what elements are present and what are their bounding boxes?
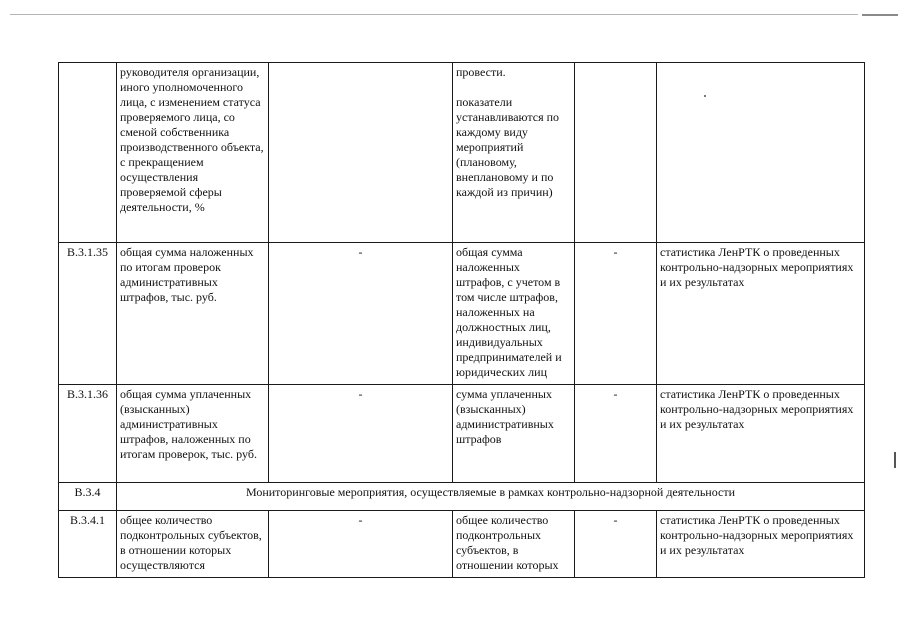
indicator-name: общая сумма наложенных по итогам проверок административных штрафов, тыс. руб.: [117, 243, 269, 385]
description-paragraph: общее количество подконтрольных субъектов, в отношении которых: [456, 513, 559, 572]
value-cell: -: [269, 243, 453, 385]
scan-edge-line-right: [862, 14, 898, 16]
indicators-table: [58, 62, 865, 578]
value-cell: -: [575, 385, 657, 483]
description-paragraph: провести.: [456, 65, 506, 79]
data-source: статистика ЛенРТК о проведенных контрольно-надзорных мероприятиях и их результатах: [657, 385, 865, 483]
indicator-code: [59, 63, 117, 243]
indicator-description: [453, 385, 575, 483]
indicator-description: [453, 243, 575, 385]
section-code: В.3.4: [59, 483, 117, 511]
data-source: [657, 63, 865, 243]
table-row: [59, 385, 865, 483]
data-source: статистика ЛенРТК о проведенных контрольно-надзорных мероприятиях и их результатах: [657, 511, 865, 578]
section-title: Мониторинговые мероприятия, осуществляемые в рамках контрольно-надзорной деятельности: [117, 483, 865, 511]
indicator-description: [453, 511, 575, 578]
table-row: [59, 63, 865, 243]
indicator-name: общая сумма уплаченных (взысканных) административных штрафов, наложенных по итогам проверок, тыс. руб.: [117, 385, 269, 483]
value-cell: [269, 63, 453, 243]
table-row: [59, 511, 865, 578]
value-cell: -: [269, 385, 453, 483]
section-row: [59, 483, 865, 511]
value-cell: [575, 63, 657, 243]
data-source: статистика ЛенРТК о проведенных контрольно-надзорных мероприятиях и их результатах: [657, 243, 865, 385]
indicator-description: [453, 63, 575, 243]
value-cell: -: [269, 511, 453, 578]
description-paragraph: показатели устанавливаются по каждому виду мероприятий (плановому, внеплановому и по каждой из причин): [456, 95, 560, 199]
scan-edge-line: [10, 14, 858, 15]
indicator-name: руководителя организации, иного уполномоченного лица, с изменением статуса проверяемого лица, со сменой собственника производственного объекта, с прекращением осуществления проверяемой сферы деятельности, %: [117, 63, 269, 243]
table-body: [59, 63, 865, 578]
description-paragraph: общая сумма наложенных штрафов, с учетом в том числе штрафов, наложенных на должностных лиц, индивидуальных предпринимателей и юридических лиц: [456, 245, 562, 379]
value-cell: -: [575, 243, 657, 385]
scan-margin-mark: [894, 452, 896, 468]
description-paragraph: сумма уплаченных (взысканных) административных штрафов: [456, 387, 554, 446]
table-row: [59, 243, 865, 385]
indicator-code: В.3.1.35: [59, 243, 117, 385]
indicator-name: общее количество подконтрольных субъектов, в отношении которых осуществляются: [117, 511, 269, 578]
indicator-code: В.3.4.1: [59, 511, 117, 578]
indicator-code: В.3.1.36: [59, 385, 117, 483]
value-cell: -: [575, 511, 657, 578]
